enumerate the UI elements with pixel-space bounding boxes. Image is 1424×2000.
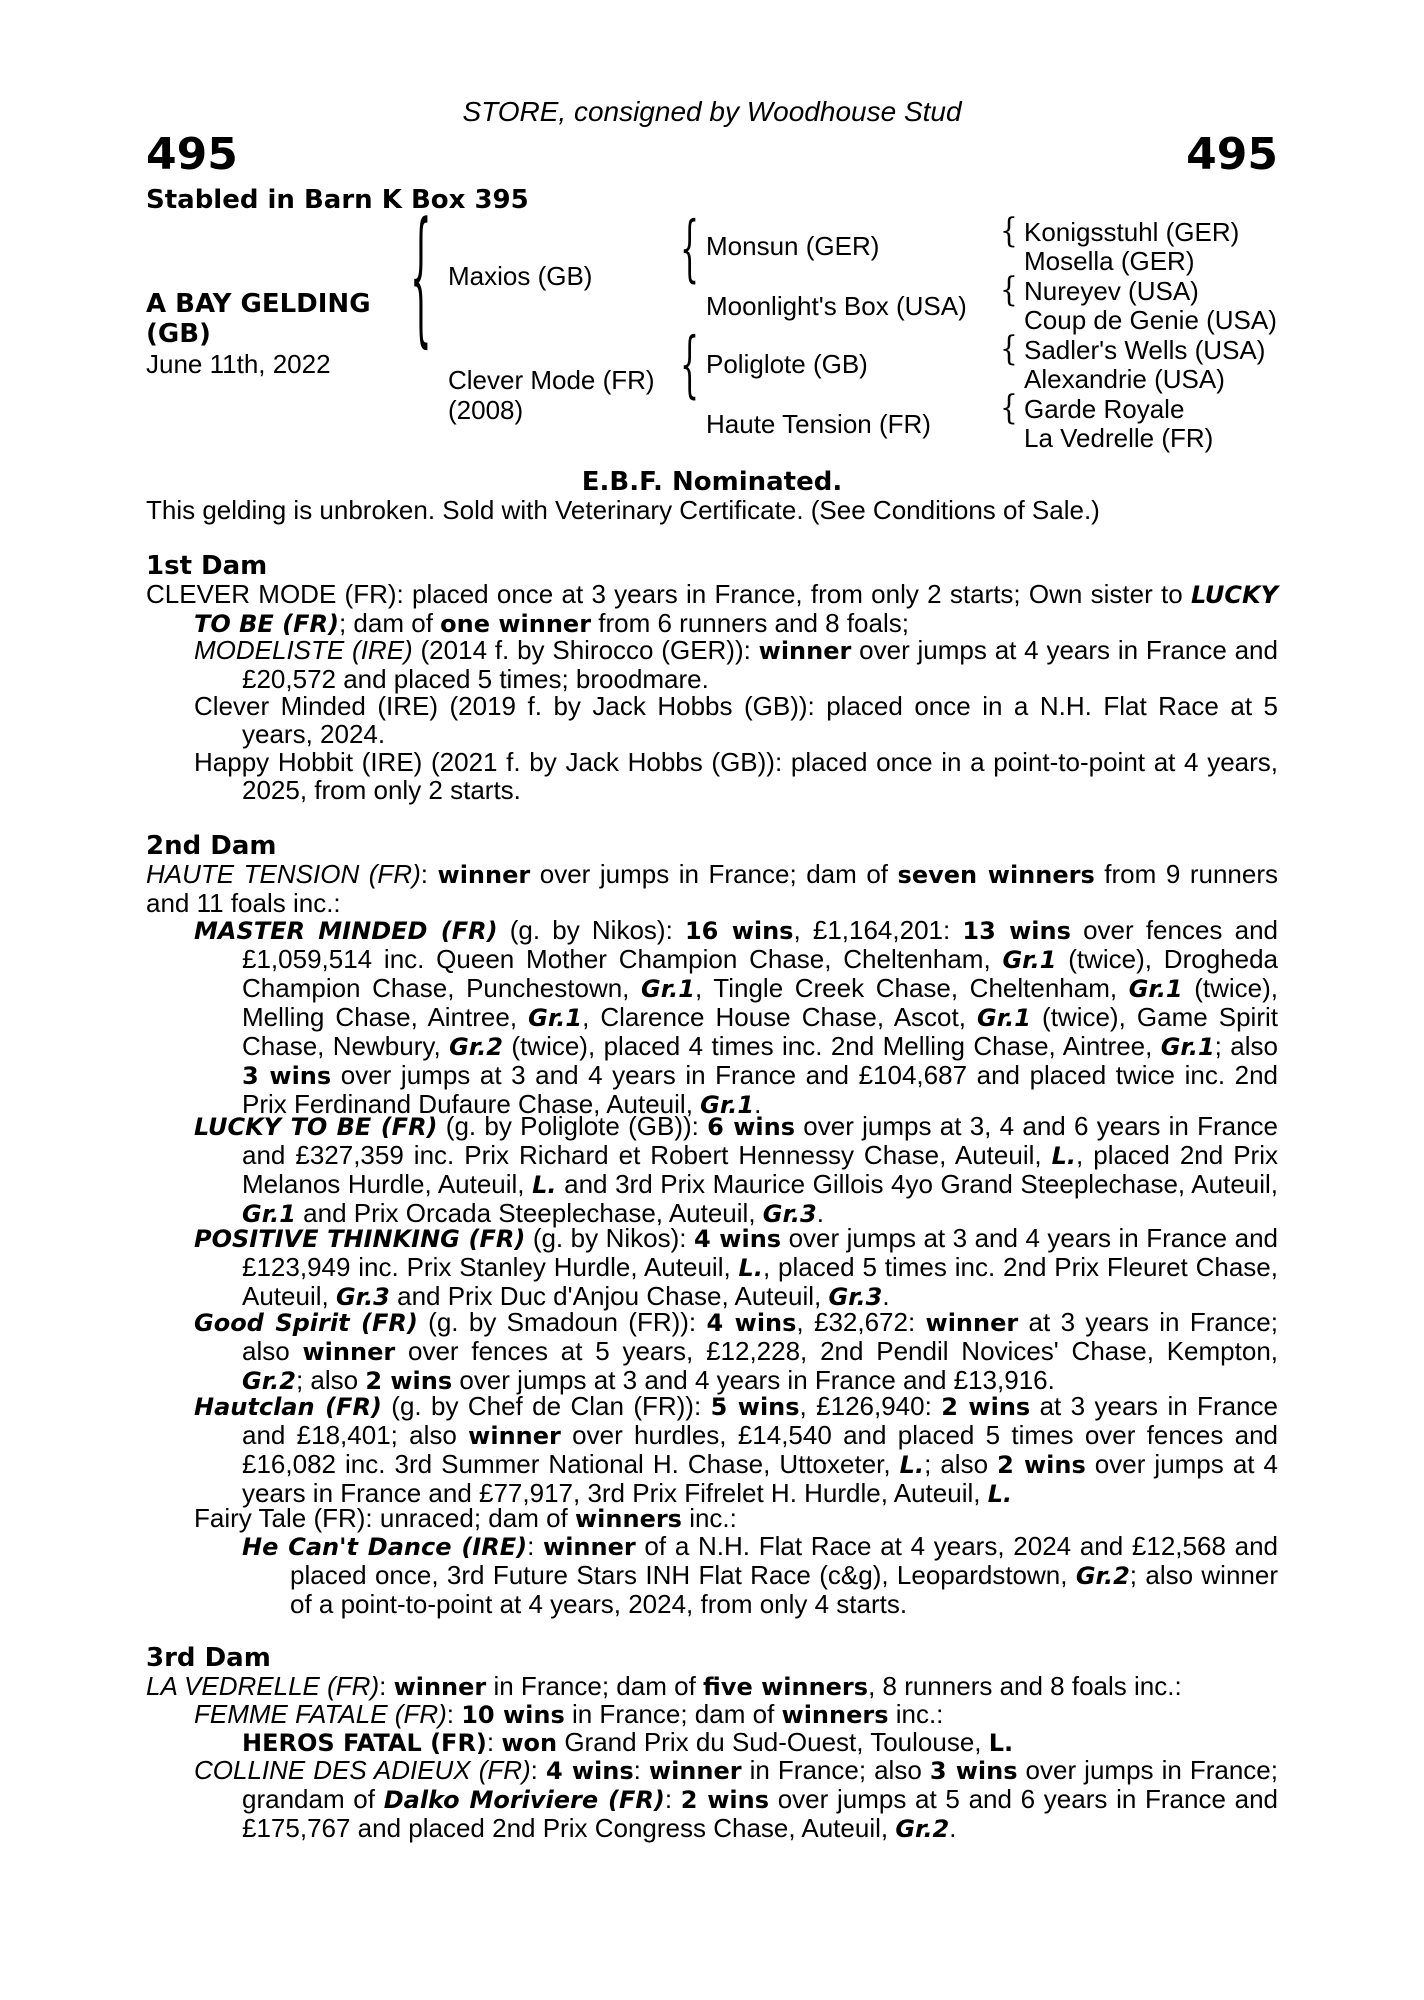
produce-good-spirit: Good Spirit (FR) (g. by Smadoun (FR)): 4 wins, £32,672: winner at 3 years in France; also winner over fences at 5 years, £12,228, 2nd Pendil Novices' Chase, Kempton, Gr.2; also 2 wins over jumps at 3 and 4 years in France and £13,916. [194, 1307, 1278, 1395]
pedigree-sire-sire: Monsun (GER) [706, 231, 880, 261]
pedigree-sdd: Coup de Genie (USA) [1024, 305, 1277, 335]
pedigree-dam-sire: Poliglote (GB) [706, 349, 868, 379]
pedigree-sds: Nureyev (USA) [1024, 276, 1199, 306]
ebf-nomination: E.B.F. Nominated. [581, 467, 843, 497]
produce-lucky-to-be: LUCKY TO BE (FR) (g. by Poliglote (GB)): 6 wins over jumps at 3, 4 and 6 years in France and £327,359 inc. Prix Richard et Robert Hennessy Chase, Auteuil, L., placed 2nd Prix Melanos Hurdle, Auteuil, L. and 3rd Prix Maurice Gillois 4yo Grand Steeplechase, Auteuil, Gr.1 and Prix Orcada Steeplechase, Auteuil, Gr.3. [194, 1111, 1279, 1228]
sale-note: This gelding is unbroken. Sold with Veterinary Certificate. (See Conditions of Sale.) [146, 495, 1100, 525]
pedigree-dam-dam: Haute Tension (FR) [706, 409, 931, 439]
second-dam-summary: HAUTE TENSION (FR): winner over jumps in France; dam of seven winners from 9 runners and 11 foals inc.: [146, 859, 1278, 918]
consignment-line: STORE, consigned by Woodhouse Stud [462, 96, 962, 127]
pedigree-dsd: Alexandrie (USA) [1024, 364, 1225, 394]
pedigree-sire: Maxios (GB) [448, 261, 593, 291]
pedigree-dam-year: (2008) [448, 395, 524, 425]
pedigree-dam: Clever Mode (FR) [448, 365, 655, 395]
pedigree-brace-g3: { [1000, 328, 1018, 369]
produce-master-minded: MASTER MINDED (FR) (g. by Nikos): 16 wins, £1,164,201: 13 wins over fences and £1,059,514 inc. Queen Mother Champion Chase, Cheltenham, Gr.1 (twice), Drogheda Champion Chase, Punchestown, Gr.1, Tingle Creek Chase, Cheltenham, Gr.1 (twice), Melling Chase, Aintree, Gr.1, Clarence House Chase, Ascot, Gr.1 (twice), Game Spirit Chase, Newbury, Gr.2 (twice), placed 4 times inc. 2nd Melling Chase, Aintree, Gr.1; also 3 wins over jumps at 3 and 4 years in France and £104,687 and placed twice inc. 2nd Prix Ferdinand Dufaure Chase, Auteuil, Gr.1. [194, 915, 1279, 1119]
pedigree-brace-main: { [410, 193, 432, 365]
first-dam-heading: 1st Dam [146, 551, 268, 581]
lot-number-right: 495 [1186, 129, 1278, 180]
horse-description: A BAY GELDING [146, 289, 371, 319]
produce-modeliste: MODELISTE (IRE) (2014 f. by Shirocco (GER)): winner over jumps at 4 years in France and £20,572 and placed 5 times; broodmare. [194, 635, 1278, 694]
stabled-location: Stabled in Barn K Box 395 [146, 185, 529, 215]
horse-country: (GB) [146, 319, 211, 349]
first-dam-summary: CLEVER MODE (FR): placed once at 3 years in France, from only 2 starts; Own sister to LUCKY TO BE (FR); dam of one winner from 6 runners and 8 foals; [146, 579, 1278, 638]
produce-hautclan: Hautclan (FR) (g. by Chef de Clan (FR)): 5 wins, £126,940: 2 wins at 3 years in France and £18,401; also winner over hurdles, £14,540 and placed 5 times over fences and £16,082 inc. 3rd Summer National H. Chase, Uttoxeter, L.; also 2 wins over jumps at 4 years in France and £77,917, 3rd Prix Fifrelet H. Hurdle, Auteuil, L. [194, 1391, 1279, 1508]
lot-number-left: 495 [146, 129, 238, 180]
produce-femme-fatale: FEMME FATALE (FR): 10 wins in France; dam of winners inc.: [194, 1699, 944, 1729]
pedigree-ssd: Mosella (GER) [1024, 246, 1195, 276]
produce-clever-minded: Clever Minded (IRE) (2019 f. by Jack Hobbs (GB)): placed once in a N.H. Flat Race at 5 years, 2024. [194, 691, 1278, 749]
produce-he-cant-dance: He Can't Dance (IRE): winner of a N.H. Flat Race at 4 years, 2024 and £12,568 and placed once, 3rd Future Stars INH Flat Race (c&g), Leopardstown, Gr.2; also winner of a point-to-point at 4 years, 2024, from only 4 starts. [242, 1531, 1279, 1619]
pedigree-dds: Garde Royale [1024, 394, 1185, 424]
third-dam-summary: LA VEDRELLE (FR): winner in France; dam of five winners, 8 runners and 8 foals inc.: [146, 1671, 1182, 1701]
second-dam-heading: 2nd Dam [146, 831, 277, 861]
pedigree-brace-dam: { [680, 323, 700, 408]
pedigree-sss: Konigsstuhl (GER) [1024, 217, 1240, 247]
produce-fairy-tale: Fairy Tale (FR): unraced; dam of winners inc.: [194, 1503, 737, 1533]
pedigree-brace-g4: { [1000, 387, 1018, 428]
pedigree-sire-dam: Moonlight's Box (USA) [706, 291, 967, 321]
pedigree-brace-g1: { [1000, 210, 1018, 251]
pedigree-brace-g2: { [1000, 269, 1018, 310]
produce-happy-hobbit: Happy Hobbit (IRE) (2021 f. by Jack Hobbs (GB)): placed once in a point-to-point at 4 years, 2025, from only 2 starts. [194, 747, 1278, 805]
pedigree-dss: Sadler's Wells (USA) [1024, 335, 1266, 365]
pedigree-brace-sire: { [680, 207, 700, 292]
produce-colline-des-adieux: COLLINE DES ADIEUX (FR): 4 wins: winner in France; also 3 wins over jumps in France; grandam of Dalko Moriviere (FR): 2 wins over jumps at 5 and 6 years in France and £175,767 and placed 2nd Prix Congress Chase, Auteuil, Gr.2. [194, 1755, 1279, 1843]
produce-heros-fatal: HEROS FATAL (FR): won Grand Prix du Sud-Ouest, Toulouse, L. [242, 1727, 1014, 1757]
foaling-date: June 11th, 2022 [146, 349, 331, 379]
produce-positive-thinking: POSITIVE THINKING (FR) (g. by Nikos): 4 wins over jumps at 3 and 4 years in France and £123,949 inc. Prix Stanley Hurdle, Auteuil, L., placed 5 times inc. 2nd Prix Fleuret Chase, Auteuil, Gr.3 and Prix Duc d'Anjou Chase, Auteuil, Gr.3. [194, 1223, 1278, 1311]
pedigree-ddd: La Vedrelle (FR) [1024, 423, 1214, 453]
third-dam-heading: 3rd Dam [146, 1643, 271, 1673]
